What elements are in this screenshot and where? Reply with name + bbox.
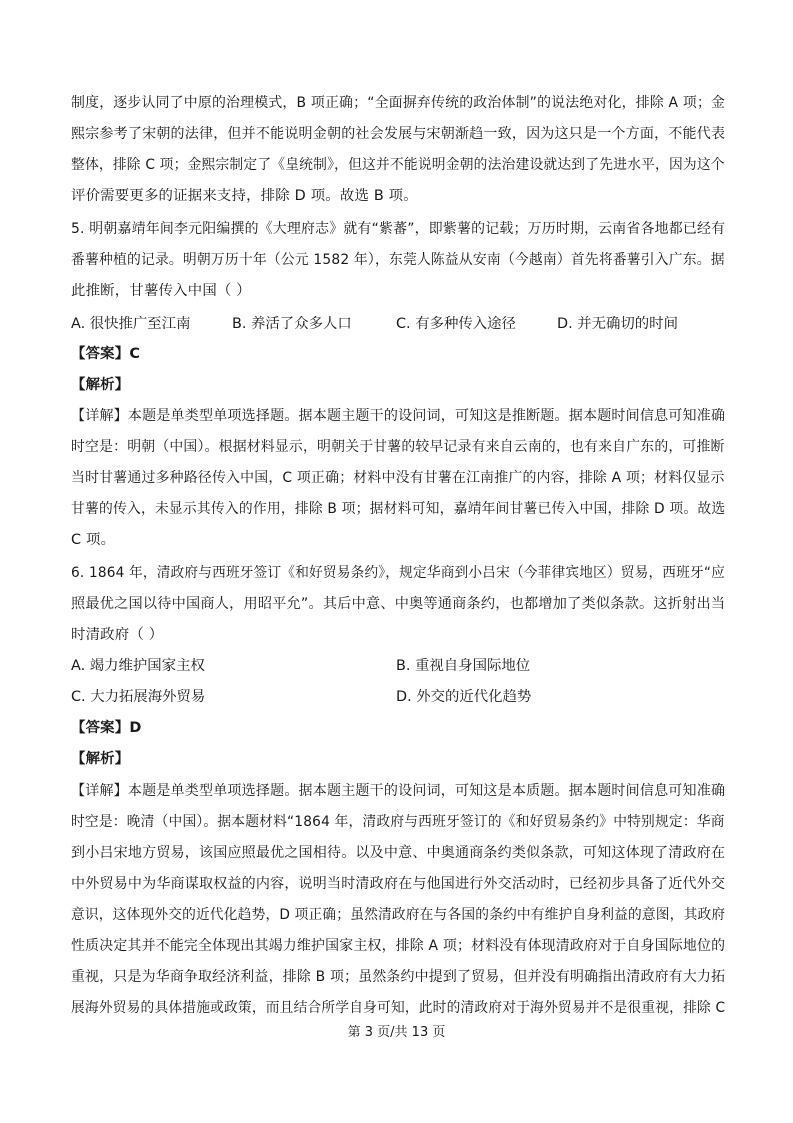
q6-option-c: C. 大力拓展海外贸易 — [71, 689, 206, 705]
paragraph-line: 熙宗参考了宋朝的法律，但并不能说明金朝的社会发展与宋朝渐趋一致，因为这只是一个方面，不能代表 — [71, 126, 726, 142]
page-footer: 第 3 页/共 13 页 — [347, 1025, 446, 1040]
q5-option-c: C. 有多种传入途径 — [396, 316, 516, 332]
q6-detail-line: 中外贸易中为华商谋取权益的内容，说明当时清政府在与他国进行外交活动时，已经初步具备了近代外交 — [71, 876, 726, 892]
q6-answer: 【答案】D — [71, 720, 142, 736]
q6-detail-line: 到小吕宋地方贸易，该国应照最优之国相待。以及中意、中奥通商条约类似条款，可知这体现了清政府在 — [71, 845, 726, 861]
q5-option-a: A. 很快推广至江南 — [71, 316, 191, 332]
question-6-stem: 照最优之国以待中国商人，用昭平允”。其后中意、中奥等通商条约，也都增加了类似条款。这折射出当 — [71, 596, 726, 612]
paragraph-line: 评价需要更多的证据来支持，排除 D 项。故选 B 项。 — [71, 188, 418, 204]
paragraph-line: 制度，逐步认同了中原的治理模式，B 项正确；“全面摒弃传统的政治体制”的说法绝对化，排除 A 项；金 — [71, 95, 726, 111]
q6-option-d: D. 外交的近代化趋势 — [396, 689, 532, 705]
q6-detail-line: 性质决定其并不能完全体现出其竭力维护国家主权，排除 A 项；材料没有体现清政府对于自身国际地位的 — [71, 938, 726, 954]
question-5-stem: 番薯种植的记录。明朝万历十年（公元 1582 年），东莞人陈益从安南（今越南）首先将番薯引入广东。据 — [71, 252, 725, 268]
q5-detail-line: 当时甘薯通过多种路径传入中国，C 项正确；材料中没有甘薯在江南推广的内容，排除 A 项；材料仅显示 — [71, 470, 725, 486]
question-6-stem: 时清政府（ ） — [71, 627, 164, 643]
q6-analysis-title: 【解析】 — [71, 751, 130, 767]
q6-detail-line: 【详解】本题是单类型单项选择题。据本题主题干的设问词，可知这是本质题。据本题时间信息可知准确 — [71, 783, 726, 799]
q5-detail-line: 时空是：明朝（中国）。根据材料显示，明朝关于甘薯的较早记录有来自云南的，也有来自广东的，可推断 — [71, 439, 725, 455]
paragraph-line: 整体，排除 C 项；金熙宗制定了《皇统制》，但这并不能说明金朝的法治建设就达到了先进水平，因为这个 — [71, 157, 725, 173]
q6-option-b: B. 重视自身国际地位 — [396, 658, 531, 674]
q6-option-a: A. 竭力维护国家主权 — [71, 658, 205, 674]
q5-analysis-title: 【解析】 — [71, 377, 130, 393]
question-6-stem: 6. 1864 年，清政府与西班牙签订《和好贸易条约》，规定华商到小吕宋（今菲律宾地区）贸易，西班牙“应 — [71, 565, 725, 581]
q5-answer: 【答案】C — [71, 346, 141, 362]
q5-detail-line: 甘薯的传入，未显示其传入的作用，排除 B 项；据材料可知，嘉靖年间甘薯已传入中国，排除 D 项。故选 — [71, 501, 726, 517]
q6-detail-line: 时空是：晚清（中国）。据本题材料“1864 年，清政府与西班牙签订的《和好贸易条约》中特别规定：华商 — [71, 814, 725, 830]
q5-detail-line: C 项。 — [71, 532, 116, 548]
q5-detail-line: 【详解】本题是单类型单项选择题。据本题主题干的设问词，可知这是推断题。据本题时间信息可知准确 — [71, 408, 726, 424]
q6-detail-line: 展海外贸易的具体措施或政策，而且结合所学自身可知，此时的清政府对于海外贸易并不是很重视，排除 C — [71, 1000, 726, 1016]
q5-option-d: D. 并无确切的时间 — [557, 316, 678, 332]
q6-detail-line: 重视，只是为华商争取经济利益，排除 B 项；虽然条约中提到了贸易，但并没有明确指出清政府有大力拓 — [71, 969, 726, 985]
question-5-stem: 5. 明朝嘉靖年间李元阳编撰的《大理府志》就有“紫蕃”，即紫薯的记载；万历时期，云南省各地都已经有 — [71, 221, 726, 237]
q6-detail-line: 意识，这体现外交的近代化趋势，D 项正确；虽然清政府在与各国的条约中有维护自身利益的意图，其政府 — [71, 907, 726, 923]
q5-option-b: B. 养活了众多人口 — [232, 316, 352, 332]
question-5-stem: 此推断，甘薯传入中国（ ） — [71, 283, 251, 299]
